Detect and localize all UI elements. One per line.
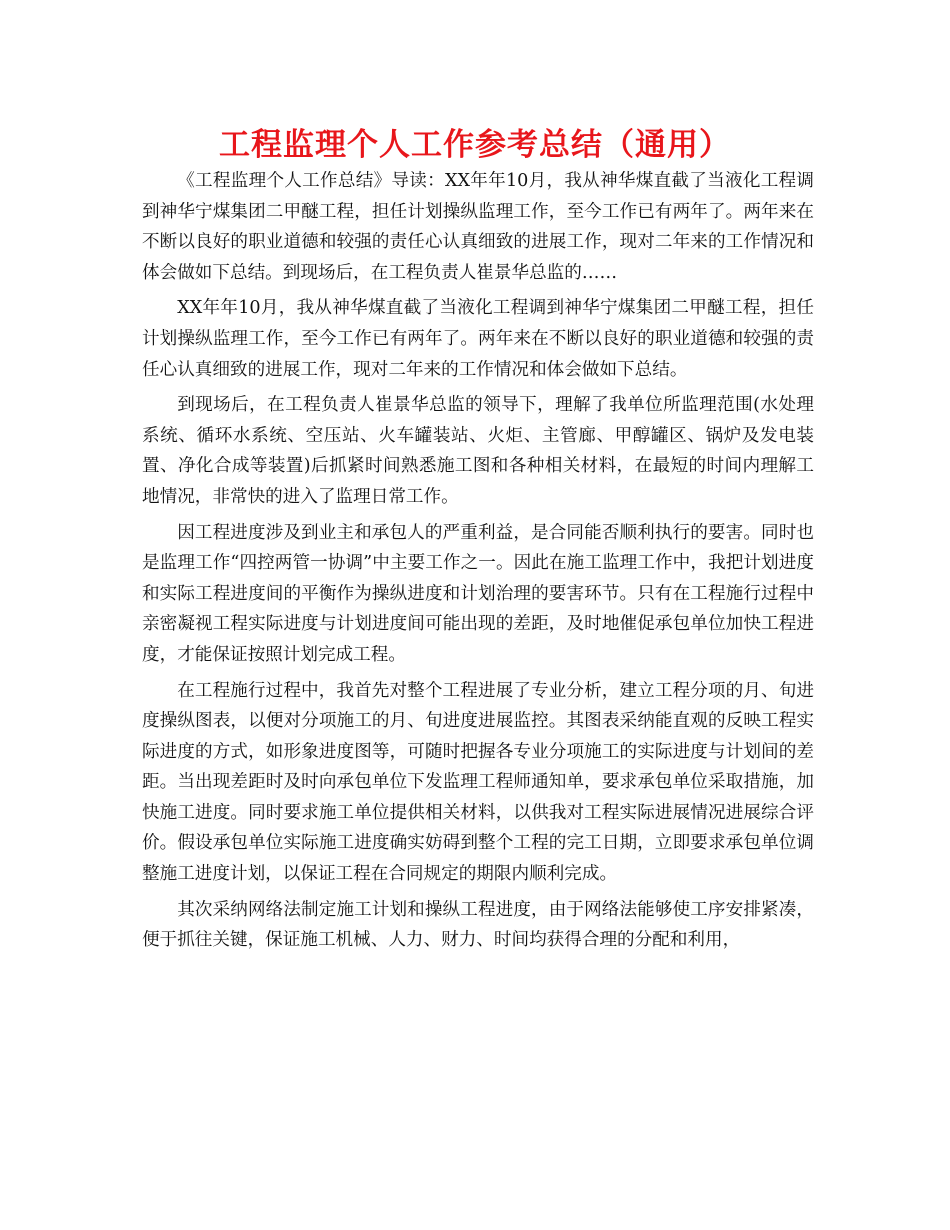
paragraph-intro: 《工程监理个人工作总结》导读：XX年年10月，我从神华煤直截了当液化工程调到神华宁煤集团二甲醚工程，担任计划操纵监理工作，至今工作已有两年了。两年来在不断以良好的职业道德和较强的责任心认真细致的进展工作，现对二年来的工作情况和体会做如下总结。到现场后，在工程负责人崔景华总监的…… [142, 171, 814, 283]
paragraph-onsite: 到现场后，在工程负责人崔景华总监的领导下，理解了我单位所监理范围(水处理系统、循环水系统、空压站、火车罐装站、火炬、主管廊、甲醇罐区、锅炉及发电装置、净化合成等装置)后抓紧时间熟悉施工图和各种相关材料，在最短的时间内理解工地情况，非常快的进入了监理日常工作。 [142, 395, 814, 507]
paragraph-progress-importance: 因工程进度涉及到业主和承包人的严重利益，是合同能否顺利执行的要害。同时也是监理工作“四控两管一协调”中主要工作之一。因此在施工监理工作中，我把计划进度和实际工程进度间的平衡作为操纵进度和计划治理的要害环节。只有在工程施行过程中亲密凝视工程实际进度与计划进度间可能出现的差距，及时地催促承包单位加快工程进度，才能保证按照计划完成工程。 [142, 522, 814, 665]
paragraph-network-method: 其次采纳网络法制定施工计划和操纵工程进度，由于网络法能够使工序安排紧凑，便于抓往关键，保证施工机械、人力、财力、时间均获得合理的分配和利用， [142, 899, 814, 951]
document-title: 工程监理个人工作参考总结（通用） [219, 127, 731, 163]
paragraph-assignment: XX年年10月，我从神华煤直截了当液化工程调到神华宁煤集团二甲醚工程，担任计划操纵监理工作，至今工作已有两年了。两年来在不断以良好的职业道德和较强的责任心认真细致的进展工作，现对二年来的工作情况和体会做如下总结。 [142, 298, 814, 380]
document-body [142, 166, 814, 961]
paragraph-progress-control: 在工程施行过程中，我首先对整个工程进展了专业分析，建立工程分项的月、旬进度操纵图表，以便对分项施工的月、旬进度进展监控。其图表采纳能直观的反映工程实际进度的方式，如形象进度图等，可随时把握各专业分项施工的实际进度与计划间的差距。当出现差距时及时向承包单位下发监理工程师通知单，要求承包单位采取措施，加快施工进度。同时要求施工单位提供相关材料，以供我对工程实际进展情况进展综合评价。假设承包单位实际施工进度确实妨碍到整个工程的完工日期，立即要求承包单位调整施工进度计划，以保证工程在合同规定的期限内顺利完成。 [142, 680, 814, 885]
